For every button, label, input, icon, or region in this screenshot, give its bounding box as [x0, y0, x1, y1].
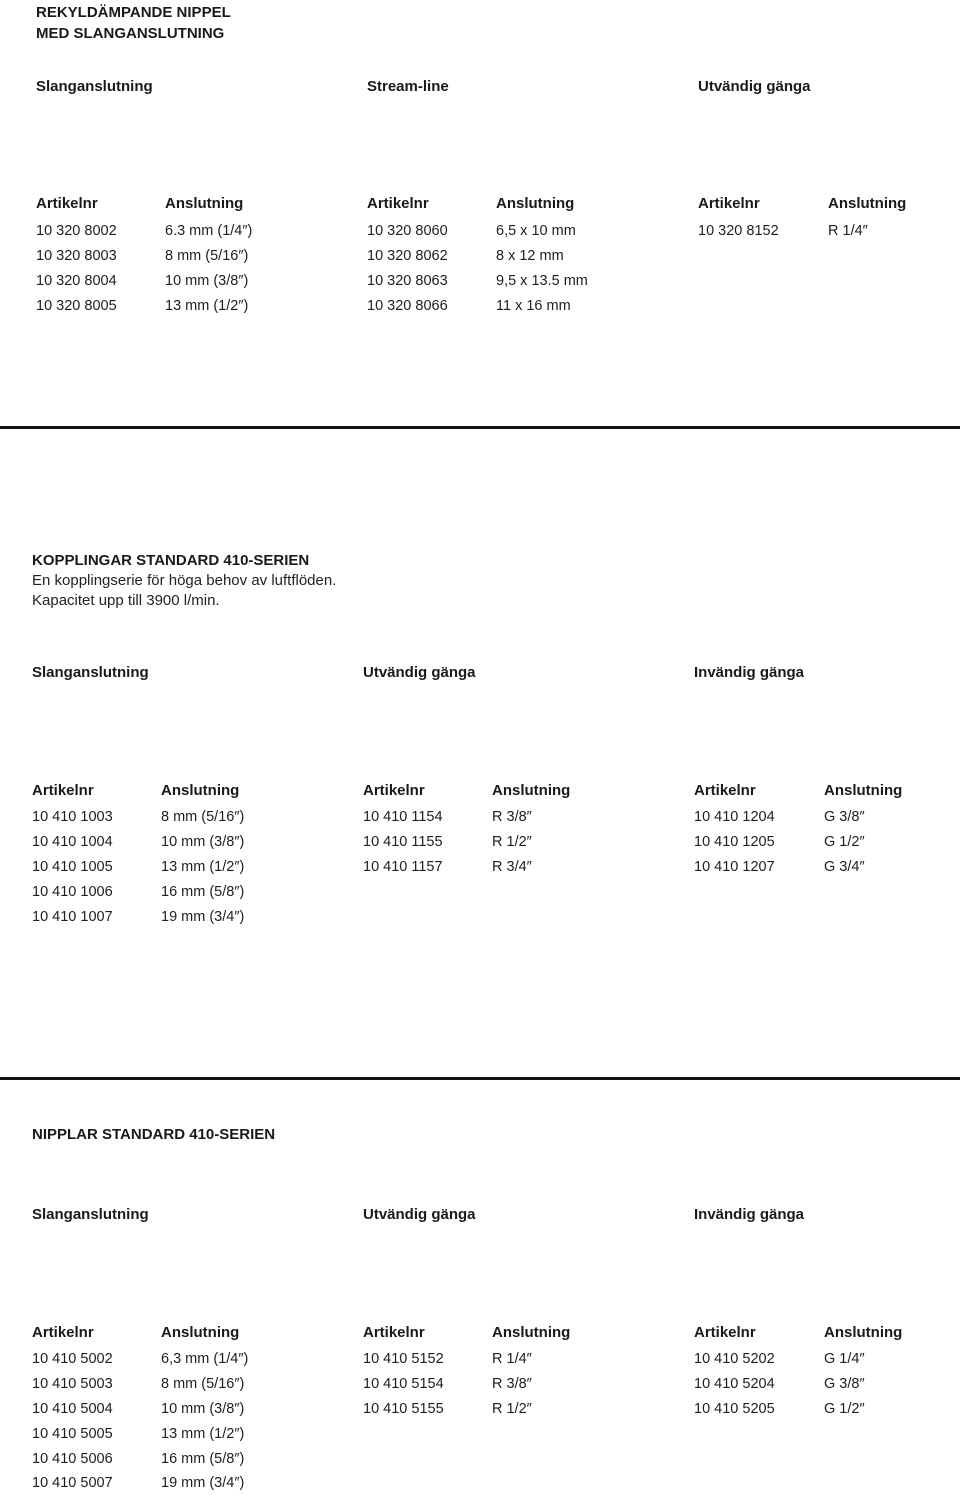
table-cell-artikelnr: 10 320 8062	[367, 248, 448, 264]
table-cell-anslutning: R 1/4″	[492, 1351, 532, 1367]
section1-title-line1: REKYLDÄMPANDE NIPPEL	[36, 4, 231, 21]
section3-header-artikelnr-2: Artikelnr	[363, 1324, 425, 1341]
table-cell-anslutning: 19 mm (3/4″)	[161, 909, 245, 925]
table-cell-anslutning: 10 mm (3/8″)	[161, 834, 245, 850]
section3-header-anslutning-3: Anslutning	[824, 1324, 903, 1341]
table-cell-anslutning: R 3/8″	[492, 1376, 532, 1392]
table-cell-artikelnr: 10 410 5004	[32, 1401, 113, 1417]
table-cell-anslutning: R 1/4″	[828, 223, 868, 239]
section3-header-anslutning-1: Anslutning	[161, 1324, 240, 1341]
table-cell-artikelnr: 10 410 1003	[32, 809, 113, 825]
table-cell-artikelnr: 10 410 1006	[32, 884, 113, 900]
section2-header-anslutning-2: Anslutning	[492, 782, 571, 799]
section1-header-artikelnr-1: Artikelnr	[36, 195, 98, 212]
section1-header-anslutning-1: Anslutning	[165, 195, 244, 212]
section2-header-anslutning-3: Anslutning	[824, 782, 903, 799]
table-cell-artikelnr: 10 410 5005	[32, 1426, 113, 1442]
table-cell-anslutning: 9,5 x 13.5 mm	[496, 273, 588, 289]
table-cell-anslutning: 6,3 mm (1/4″)	[161, 1351, 249, 1367]
section2-header-artikelnr-3: Artikelnr	[694, 782, 756, 799]
table-cell-artikelnr: 10 410 1154	[363, 809, 443, 825]
table-cell-artikelnr: 10 320 8066	[367, 298, 448, 314]
table-cell-artikelnr: 10 320 8063	[367, 273, 448, 289]
section2-category-1: Slanganslutning	[32, 664, 149, 681]
section2-header-artikelnr-1: Artikelnr	[32, 782, 94, 799]
table-cell-artikelnr: 10 410 1155	[363, 834, 443, 850]
table-cell-artikelnr: 10 410 1205	[694, 834, 775, 850]
table-cell-anslutning: G 3/8″	[824, 809, 865, 825]
section1-header-anslutning-3: Anslutning	[828, 195, 907, 212]
table-cell-artikelnr: 10 410 5202	[694, 1351, 775, 1367]
table-cell-artikelnr: 10 410 5007	[32, 1475, 113, 1491]
table-cell-anslutning: G 1/2″	[824, 1401, 865, 1417]
table-cell-artikelnr: 10 320 8003	[36, 248, 117, 264]
table-cell-anslutning: R 1/2″	[492, 1401, 532, 1417]
section3-header-anslutning-2: Anslutning	[492, 1324, 571, 1341]
table-cell-artikelnr: 10 410 1204	[694, 809, 775, 825]
table-cell-artikelnr: 10 410 5152	[363, 1351, 444, 1367]
table-cell-anslutning: R 3/8″	[492, 809, 532, 825]
table-cell-artikelnr: 10 410 5205	[694, 1401, 775, 1417]
section1-category-1: Slanganslutning	[36, 78, 153, 95]
table-cell-anslutning: 19 mm (3/4″)	[161, 1475, 245, 1491]
table-cell-anslutning: G 1/2″	[824, 834, 865, 850]
table-cell-artikelnr: 10 410 5204	[694, 1376, 775, 1392]
table-cell-anslutning: 8 mm (5/16″)	[165, 248, 249, 264]
table-cell-anslutning: 13 mm (1/2″)	[165, 298, 249, 314]
table-cell-anslutning: R 3/4″	[492, 859, 532, 875]
table-cell-anslutning: 16 mm (5/8″)	[161, 884, 245, 900]
table-cell-artikelnr: 10 410 1005	[32, 859, 113, 875]
section-divider	[0, 1077, 960, 1080]
table-cell-anslutning: G 1/4″	[824, 1351, 865, 1367]
table-cell-anslutning: G 3/4″	[824, 859, 865, 875]
table-cell-artikelnr: 10 320 8002	[36, 223, 117, 239]
table-cell-anslutning: 8 mm (5/16″)	[161, 809, 245, 825]
table-cell-artikelnr: 10 410 5155	[363, 1401, 444, 1417]
section-divider	[0, 426, 960, 429]
table-cell-artikelnr: 10 410 1157	[363, 859, 443, 875]
section1-header-anslutning-2: Anslutning	[496, 195, 575, 212]
table-cell-anslutning: R 1/2″	[492, 834, 532, 850]
section3-category-1: Slanganslutning	[32, 1206, 149, 1223]
table-cell-anslutning: 13 mm (1/2″)	[161, 859, 245, 875]
section2-header-anslutning-1: Anslutning	[161, 782, 240, 799]
table-cell-artikelnr: 10 410 5002	[32, 1351, 113, 1367]
table-cell-artikelnr: 10 320 8004	[36, 273, 117, 289]
table-cell-anslutning: 16 mm (5/8″)	[161, 1451, 245, 1467]
section1-header-artikelnr-3: Artikelnr	[698, 195, 760, 212]
table-cell-artikelnr: 10 320 8060	[367, 223, 448, 239]
section2-subtitle-line1: En kopplingserie för höga behov av luftflöden.	[32, 572, 337, 589]
section1-category-2: Stream-line	[367, 78, 449, 95]
table-cell-anslutning: 10 mm (3/8″)	[165, 273, 249, 289]
table-cell-anslutning: 6.3 mm (1/4″)	[165, 223, 253, 239]
table-cell-artikelnr: 10 320 8152	[698, 223, 779, 239]
section2-category-3: Invändig gänga	[694, 664, 805, 681]
section3-category-3: Invändig gänga	[694, 1206, 805, 1223]
table-cell-artikelnr: 10 410 5154	[363, 1376, 444, 1392]
table-cell-anslutning: 13 mm (1/2″)	[161, 1426, 245, 1442]
section1-title-line2: MED SLANGANSLUTNING	[36, 25, 225, 42]
section3-header-artikelnr-3: Artikelnr	[694, 1324, 756, 1341]
section1-category-3: Utvändig gänga	[698, 78, 811, 95]
table-cell-artikelnr: 10 320 8005	[36, 298, 117, 314]
table-cell-artikelnr: 10 410 1207	[694, 859, 775, 875]
table-cell-anslutning: 6,5 x 10 mm	[496, 223, 576, 239]
section2-title: KOPPLINGAR STANDARD 410-SERIEN	[32, 552, 310, 569]
table-cell-anslutning: 11 x 16 mm	[496, 298, 571, 314]
table-cell-anslutning: 8 x 12 mm	[496, 248, 564, 264]
table-cell-artikelnr: 10 410 5006	[32, 1451, 113, 1467]
section1-header-artikelnr-2: Artikelnr	[367, 195, 429, 212]
section3-category-2: Utvändig gänga	[363, 1206, 476, 1223]
section3-title: NIPPLAR STANDARD 410-SERIEN	[32, 1126, 276, 1143]
section3-header-artikelnr-1: Artikelnr	[32, 1324, 94, 1341]
table-cell-anslutning: G 3/8″	[824, 1376, 865, 1392]
section2-category-2: Utvändig gänga	[363, 664, 476, 681]
table-cell-anslutning: 10 mm (3/8″)	[161, 1401, 245, 1417]
table-cell-artikelnr: 10 410 1007	[32, 909, 113, 925]
table-cell-anslutning: 8 mm (5/16″)	[161, 1376, 245, 1392]
table-cell-artikelnr: 10 410 1004	[32, 834, 113, 850]
section2-header-artikelnr-2: Artikelnr	[363, 782, 425, 799]
section2-subtitle-line2: Kapacitet upp till 3900 l/min.	[32, 592, 220, 609]
table-cell-artikelnr: 10 410 5003	[32, 1376, 113, 1392]
